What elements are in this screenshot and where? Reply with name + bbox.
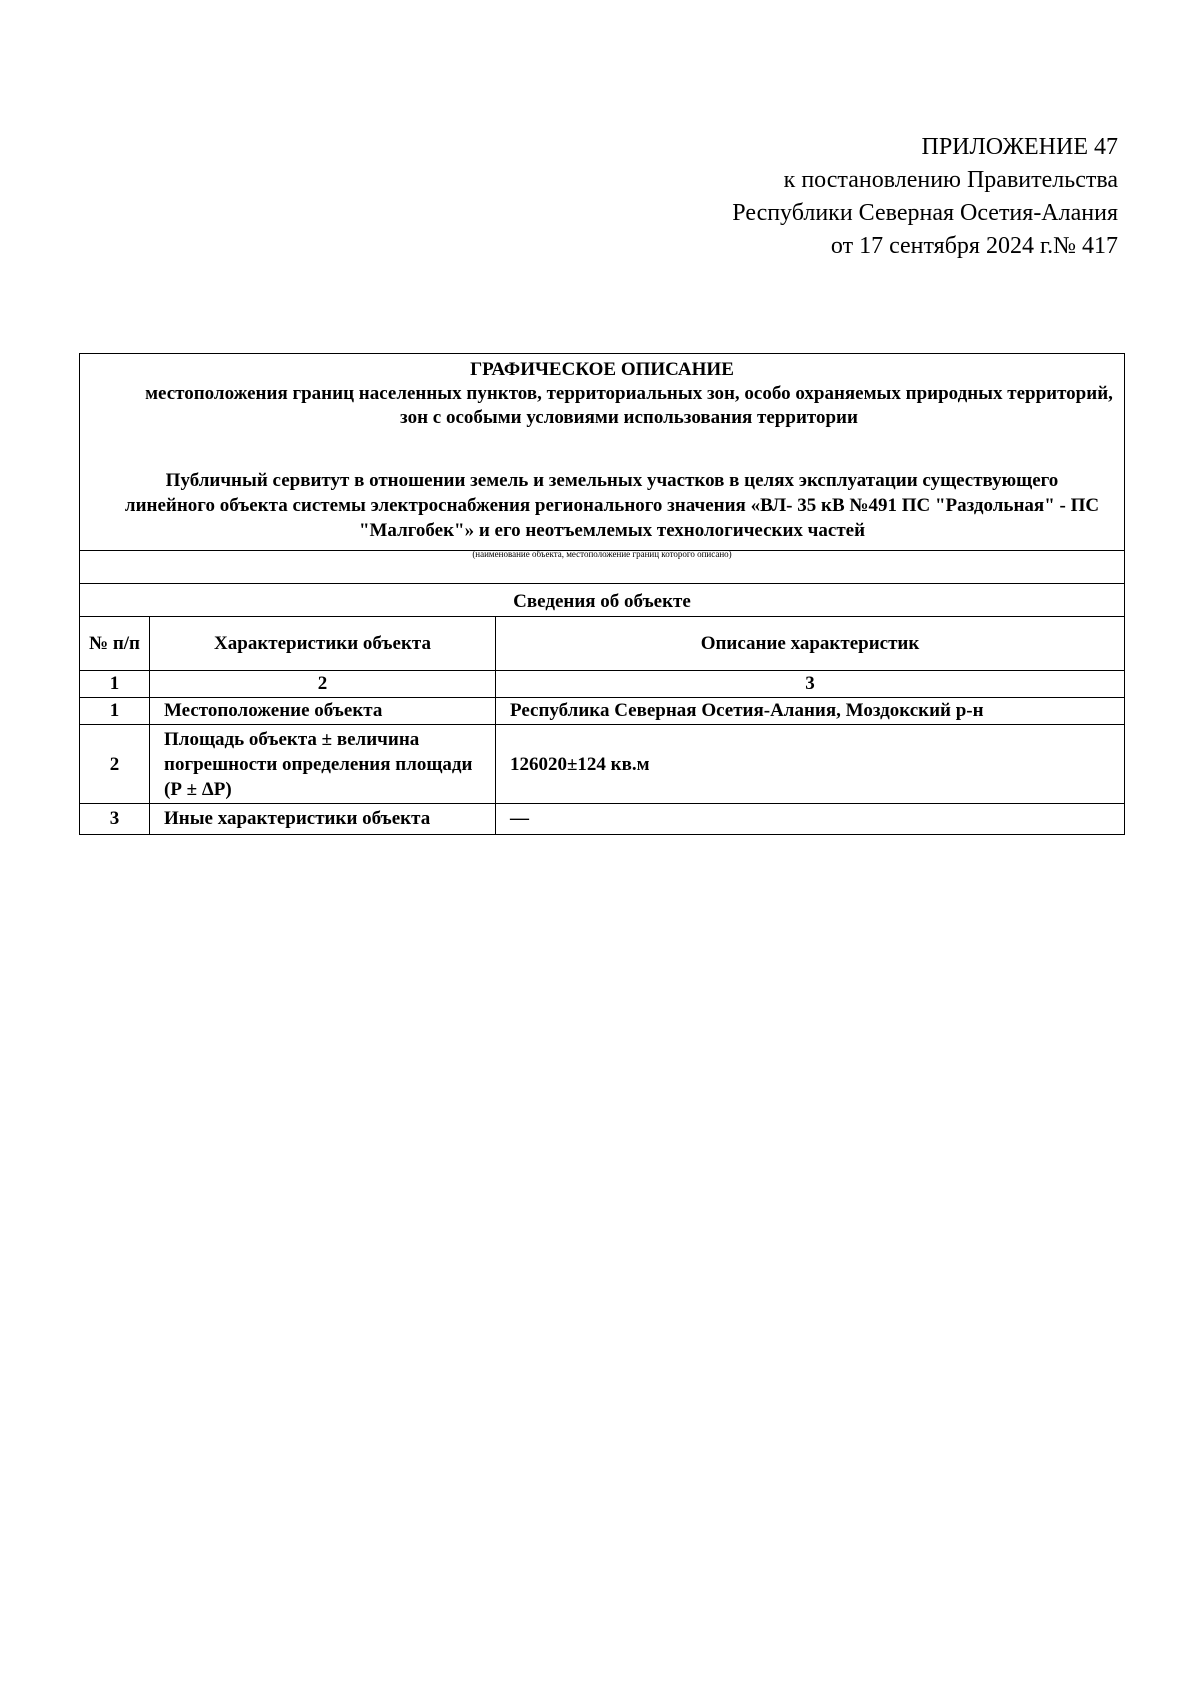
header-cell xyxy=(80,354,1125,551)
column-header-characteristic: Характеристики объекта xyxy=(150,617,496,671)
header-row xyxy=(80,354,1125,551)
note-cell xyxy=(80,551,1125,584)
appendix-date-number: от 17 сентября 2024 г.№ 417 xyxy=(830,233,1118,259)
section-row xyxy=(80,584,1125,617)
section-title: Сведения об объекте xyxy=(80,584,1125,617)
appendix-block xyxy=(732,131,1118,263)
appendix-title: ПРИЛОЖЕНИЕ 47 xyxy=(921,134,1118,160)
appendix-resolution: к постановлению Правительства xyxy=(783,167,1118,193)
table-row xyxy=(80,698,1125,725)
row-description: 126020±124 кв.м xyxy=(496,725,1125,804)
object-name: Публичный сервитут в отношении земель и земельных участков в целях эксплуатации существующего линейного объекта системы электроснабжения регионального значения «ВЛ- 35 кВ №491 ПС "Раздольная" - ПС "Малгобек"» и его неотъемлемых технологических частей xyxy=(124,470,1100,541)
note-row xyxy=(80,551,1125,584)
row-characteristic: Иные характеристики объекта xyxy=(150,804,496,835)
row-description: — xyxy=(496,804,1125,835)
row-description: Республика Северная Осетия-Алания, Моздокский р-н xyxy=(496,698,1125,725)
object-name-note: (наименование объекта, местоположение границ которого описано) xyxy=(472,549,732,559)
row-number: 3 xyxy=(80,804,150,835)
table-row xyxy=(80,725,1125,804)
column-index-row xyxy=(80,671,1125,698)
row-number: 2 xyxy=(80,725,150,804)
column-index-3: 3 xyxy=(496,671,1125,698)
appendix-republic: Республики Северная Осетия-Алания xyxy=(732,200,1118,226)
column-index-2: 2 xyxy=(150,671,496,698)
column-header-num: № п/п xyxy=(80,617,150,671)
graphic-description-table xyxy=(79,353,1125,835)
row-characteristic: Местоположение объекта xyxy=(150,698,496,725)
document-subtitle: местоположения границ населенных пунктов, территориальных зон, особо охраняемых природных территорий, зон с особыми условиями использования территории xyxy=(145,383,1113,428)
column-header-row xyxy=(80,617,1125,671)
row-number: 1 xyxy=(80,698,150,725)
column-header-description: Описание характеристик xyxy=(496,617,1125,671)
row-characteristic: Площадь объекта ± величина погрешности определения площади (Р ± ΔР) xyxy=(150,725,496,804)
table-row xyxy=(80,804,1125,835)
column-index-1: 1 xyxy=(80,671,150,698)
document-title: ГРАФИЧЕСКОЕ ОПИСАНИЕ xyxy=(470,359,734,380)
